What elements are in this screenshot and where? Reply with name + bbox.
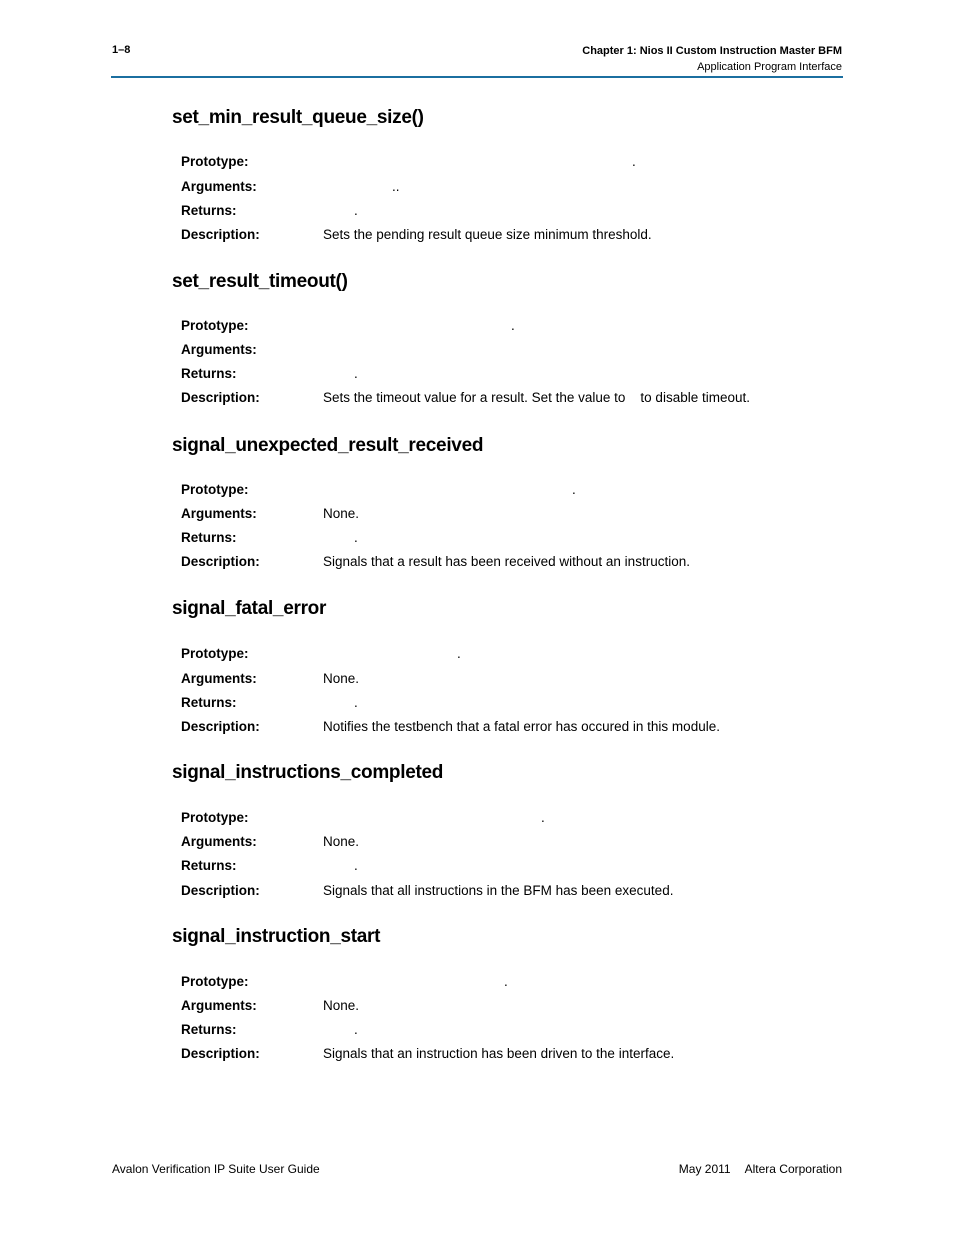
function-heading: signal_instructions_completed xyxy=(172,762,444,783)
footer-date: May 2011 xyxy=(678,1162,731,1176)
description-label: Description: xyxy=(181,554,260,569)
prototype-label: Prototype: xyxy=(181,810,249,825)
footer-company: Altera Corporation xyxy=(744,1162,842,1176)
returns-value: . xyxy=(354,1022,358,1037)
description-value: Sets the pending result queue size minimum threshold. xyxy=(323,227,652,242)
returns-value: . xyxy=(354,203,358,218)
page-number: 1–8 xyxy=(112,44,131,56)
chapter-title: Chapter 1: Nios II Custom Instruction Master BFM xyxy=(582,45,842,57)
returns-label: Returns: xyxy=(181,203,237,218)
arguments-label: Arguments: xyxy=(181,998,257,1013)
description-label: Description: xyxy=(181,883,260,898)
prototype-value: . xyxy=(541,810,545,825)
function-heading: signal_unexpected_result_received xyxy=(172,435,484,456)
arguments-value: None. xyxy=(323,506,360,521)
prototype-value: . xyxy=(511,318,515,333)
arguments-label: Arguments: xyxy=(181,834,257,849)
arguments-value: None. xyxy=(323,671,360,686)
function-heading: signal_fatal_error xyxy=(172,598,327,619)
arguments-value: None. xyxy=(323,998,360,1013)
function-heading: signal_instruction_start xyxy=(172,926,381,947)
prototype-label: Prototype: xyxy=(181,318,249,333)
returns-label: Returns: xyxy=(181,1022,237,1037)
description-value: Signals that a result has been received without an instruction. xyxy=(323,554,690,569)
section-title: Application Program Interface xyxy=(697,61,842,73)
api-section xyxy=(172,107,852,242)
function-heading: set_result_timeout() xyxy=(172,271,348,292)
arguments-label: Arguments: xyxy=(181,506,257,521)
api-section xyxy=(172,926,852,1061)
footer-right xyxy=(679,1162,842,1176)
api-section xyxy=(172,271,852,405)
prototype-value: . xyxy=(457,646,461,661)
arguments-label: Arguments: xyxy=(181,179,257,194)
returns-label: Returns: xyxy=(181,858,237,873)
description-value: Notifies the testbench that a fatal error has occured in this module. xyxy=(323,719,720,734)
returns-value: . xyxy=(354,695,358,710)
description-value: Sets the timeout value for a result. Set the value to to disable timeout. xyxy=(323,390,750,405)
prototype-value: . xyxy=(572,482,576,497)
arguments-value: .. xyxy=(392,179,400,194)
api-section xyxy=(172,598,852,734)
api-section xyxy=(172,435,852,569)
returns-label: Returns: xyxy=(181,695,237,710)
description-label: Description: xyxy=(181,390,260,405)
prototype-label: Prototype: xyxy=(181,974,249,989)
prototype-label: Prototype: xyxy=(181,646,249,661)
arguments-label: Arguments: xyxy=(181,671,257,686)
api-section xyxy=(172,762,852,898)
returns-value: . xyxy=(354,530,358,545)
description-label: Description: xyxy=(181,1046,260,1061)
description-label: Description: xyxy=(181,719,260,734)
arguments-label: Arguments: xyxy=(181,342,257,357)
description-label: Description: xyxy=(181,227,260,242)
prototype-label: Prototype: xyxy=(181,154,249,169)
returns-value: . xyxy=(354,366,358,381)
running-header xyxy=(582,43,842,75)
description-value: Signals that an instruction has been driven to the interface. xyxy=(323,1046,675,1061)
arguments-value: None. xyxy=(323,834,360,849)
header-rule xyxy=(111,76,843,78)
returns-label: Returns: xyxy=(181,366,237,381)
returns-value: . xyxy=(354,858,358,873)
footer-guide-title: Avalon Verification IP Suite User Guide xyxy=(112,1162,320,1176)
function-heading: set_min_result_queue_size() xyxy=(172,107,424,128)
prototype-value: . xyxy=(504,974,508,989)
prototype-label: Prototype: xyxy=(181,482,249,497)
prototype-value: . xyxy=(632,154,636,169)
returns-label: Returns: xyxy=(181,530,237,545)
description-value: Signals that all instructions in the BFM has been executed. xyxy=(323,883,674,898)
